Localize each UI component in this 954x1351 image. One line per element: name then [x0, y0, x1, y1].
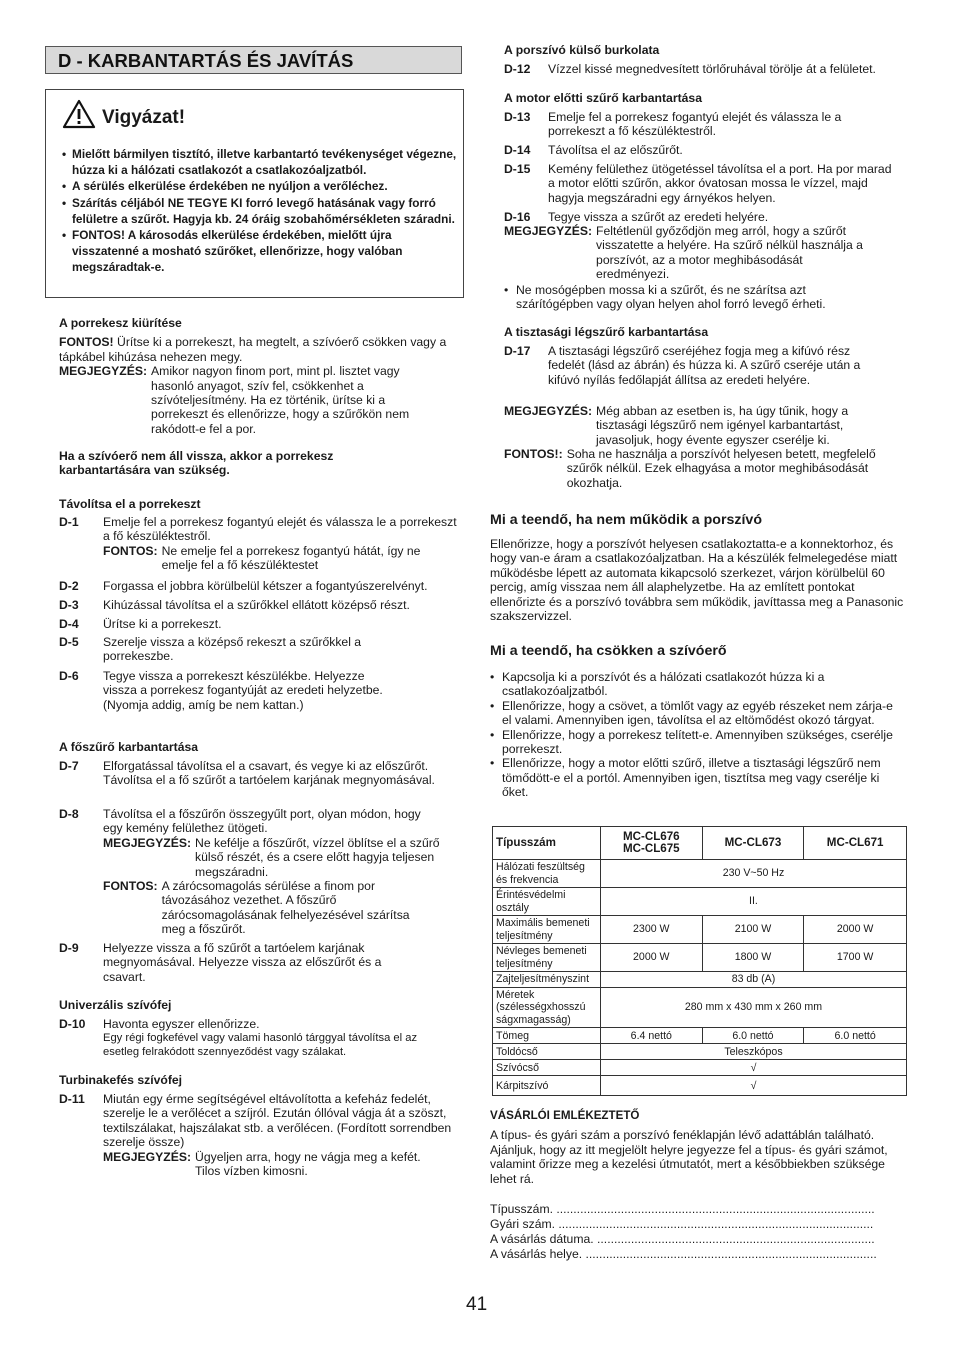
empty-note: [59, 364, 459, 436]
table-cell: 2100 W: [702, 916, 804, 944]
step-note-small: Egy régi fogkefével vagy valami hasonló tárggyal távolítsa el az esetleg felrakódott szennyeződést vagy szálakat.: [103, 1032, 418, 1059]
section-header: [45, 46, 462, 74]
weak-suction-list: [490, 670, 904, 800]
step-d7: [59, 759, 449, 788]
step-text: Emelje fel a porrekesz fogantyú elejét és válassza le a porrekeszt a fő készüléktestről.: [548, 110, 842, 139]
step-code: D-5: [59, 635, 79, 649]
heading-main-filter: A főszűrő karbantartása: [59, 740, 199, 754]
table-cell: √: [600, 1060, 906, 1076]
step-text: Szerelje vissza a középső rekeszt a szűrőkkel a porrekeszbe.: [103, 635, 362, 664]
fontos-text: Ne emelje fel a porrekesz fogantyú hátát, így ne emelje fel a fő készüléktestet: [161, 543, 421, 573]
warning-item: • Szárítás céljából NE TEGYE KI forró levegő hatásának vagy forró felületre a szűrőt. Hagyja kb. 24 óráig szobahőmérsékleten száradni.: [62, 195, 457, 227]
heading-turbo-brush: Turbinakefés szívófej: [59, 1073, 183, 1087]
fontos-text: Soha ne használja a porszívót helyesen betett, megfelelő szűrők nélkül. Ezek elhagyása a motor meghibásodását okozhatja.: [566, 447, 876, 490]
d8-note: [103, 836, 449, 879]
empty-fontos: [59, 335, 459, 364]
heading-weak-suction: Mi a teendő, ha csökken a szívóerő: [490, 643, 727, 659]
step-text: Helyezze vissza a fő szűrőt a tartóelem karjának megnyomásával. Helyezze vissza az előszűrőt és a csavart.: [103, 941, 382, 984]
reminder-fields: [490, 1202, 908, 1262]
note-label: MEGJEGYZÉS:: [103, 1149, 192, 1164]
d16-note: [504, 224, 894, 282]
table-cell: Hálózati feszültség és frekvencia: [493, 860, 601, 888]
step-d9: [59, 941, 399, 984]
d16-bullet: • Ne mosógépben mossa ki a szűrőt, és ne szárítsa azt szárítógépben vagy olyan helyen ahol forró levegő érheti.: [504, 283, 856, 312]
heading-remove-dustbox: Távolítsa el a porrekeszt: [59, 497, 201, 511]
right-column: [490, 0, 910, 800]
table-cell: Teleszkópos: [600, 1044, 906, 1060]
safety-note: [504, 404, 904, 447]
note-text: Feltétlenül győződjön meg arról, hogy a szűrőt visszatette a helyére. Ha szűrő nélkül használja a porszívót, az a motor meghibásodását eredményezi.: [596, 224, 863, 282]
step-text: Havonta egyszer ellenőrizze.: [103, 1017, 260, 1031]
safety-fontos: [504, 447, 904, 490]
step-code: D-1: [59, 515, 79, 529]
d11-note: [103, 1150, 454, 1179]
table-cell: Toldócső: [493, 1044, 601, 1060]
table-header-row: [493, 827, 907, 860]
table-cell: 6.0 nettó: [804, 1028, 907, 1044]
step-code: D-3: [59, 598, 79, 612]
step-code: D-10: [59, 1017, 86, 1031]
heading-empty-dustbox: A porrekesz kiürítése: [59, 316, 182, 330]
note-label: MEGJEGYZÉS:: [59, 364, 148, 379]
note-label: MEGJEGYZÉS:: [103, 835, 192, 850]
table-cell: 1700 W: [804, 944, 907, 972]
list-item: • Ellenőrizze, hogy a motor előtti szűrő, illetve a tisztasági légszűrő nem tömődött-e el a portól. Amennyiben igen, tisztítsa meg vagy cserélje ki őket.: [490, 756, 904, 799]
step-text: Ürítse ki a porrekeszt.: [103, 617, 222, 631]
spec-table: [492, 826, 907, 1096]
table-cell: 2000 W: [804, 916, 907, 944]
table-cell: 2300 W: [600, 916, 702, 944]
warning-list: [62, 146, 457, 276]
table-cell: Kárpitszívó: [493, 1076, 601, 1096]
table-cell: Maximális bemeneti teljesítmény: [493, 916, 601, 944]
table-cell: Méretek (szélességxhosszú ságxmagasság): [493, 988, 601, 1028]
step-text: Kemény felülethez ütögetéssel távolítsa el a port. Ha por marad a motor előtti szűrőn, akkor óvatosan mossa le vízzel, majd hagyja megszáradni egy árnyékos helyen.: [548, 162, 892, 205]
step-text: Kihúzással távolítsa el a szűrőkkel ellátott középső részt.: [103, 598, 410, 612]
warning-box: [45, 89, 464, 298]
table-cell: 83 db (A): [600, 972, 906, 988]
list-item: • Ellenőrizze, hogy a porrekesz telített-e. Amennyiben szükséges, cserélje porrekeszt.: [490, 728, 904, 757]
field-purchase-place: A vásárlás helye. ......................................................................................: [490, 1247, 877, 1262]
reminder-heading: VÁSÁRLÓI EMLÉKEZTETŐ: [490, 1109, 640, 1122]
note-text: Még abban az esetben is, ha úgy tűnik, hogy a tisztasági légszűrő nem igényel karbantartást, javasoljuk, hogy évente egyszer cserélje ki.: [596, 404, 849, 447]
heading-universal-nozzle: Univerzális szívófej: [59, 998, 172, 1012]
fontos-label: FONTOS!: [59, 335, 114, 350]
table-cell: 1800 W: [702, 944, 804, 972]
note-text: Amikor nagyon finom port, mint pl. lisztet vagy hasonló anyagot, szív fel, csökkenhet a szívóteljesítmény. Ha ez történik, ürítse ki a porrekeszt és ellenőrizze, hogy a szűrőkön nem rakódott-e fel a por.: [151, 364, 410, 436]
step-d14: [504, 143, 884, 157]
step-code: D-13: [504, 110, 531, 124]
step-code: D-15: [504, 162, 531, 176]
step-text: Forgassa el jobbra körülbelül kétszer a fogantyúszerelvényt.: [103, 579, 428, 593]
note-text: Ne kefélje a főszűrőt, vízzel öblítse el a szűrő külső részét, és a csere előtt hagyja teljesen megszáradni.: [195, 835, 440, 879]
step-d8: [59, 807, 449, 937]
table-header-cell: MC-CL673: [702, 827, 804, 860]
step-d5: [59, 635, 389, 664]
fontos-label: FONTOS!:: [504, 447, 563, 461]
table-cell: Tömeg: [493, 1028, 601, 1044]
step-d12: [504, 62, 909, 76]
step-d10: [59, 1017, 459, 1059]
list-item: • Kapcsolja ki a porszívót és a hálózati csatlakozót húzza ki a csatlakozóaljzatból.: [490, 670, 904, 699]
d8-fontos: [103, 879, 449, 937]
table-row: [493, 1044, 907, 1060]
note-text: Ügyeljen arra, hogy ne vágja meg a kefét. Tilos vízben kimosni.: [195, 1149, 421, 1179]
step-code: D-8: [59, 807, 79, 821]
reminder-text: A típus- és gyári szám a porszívó fenéklapján lévő adattáblán található. Ajánljuk, hogy az itt megjelölt helyre jegyezze fel a típus- és gyári számot, valamint őrizze meg a kezelési útmutatót, mert a későbbiekben szüksége lehet rá.: [490, 1128, 888, 1186]
heading-safety-filter: A tisztasági légszűrő karbantartása: [504, 325, 709, 339]
step-d4: [59, 617, 459, 631]
step-code: D-17: [504, 344, 531, 358]
table-row: [493, 888, 907, 916]
warning-item: • FONTOS! A károsodás elkerülése érdekében, mielőtt újra visszatenné a mosható szűrőket, ellenőrizze, hogy valóban megszáradtak-e.: [62, 227, 457, 276]
table-cell: 230 V~50 Hz: [600, 860, 906, 888]
table-row: [493, 1060, 907, 1076]
table-cell: Érintésvédelmi osztály: [493, 888, 601, 916]
table-row: [493, 972, 907, 988]
step-code: D-6: [59, 669, 79, 683]
field-purchase-date: A vásárlás dátuma. ..................................................................................: [490, 1232, 875, 1247]
table-cell: Szívócső: [493, 1060, 601, 1076]
note-label: MEGJEGYZÉS:: [504, 224, 593, 238]
step-text: Távolítsa el az előszűrőt.: [548, 143, 683, 157]
step-text: Távolítsa el a főszűrőn összegyűlt port, olyan módon, hogy egy kemény felülethez ütögeti.: [103, 807, 421, 836]
step-d11: [59, 1092, 454, 1178]
fontos-text: Ürítse ki a porrekeszt, ha megtelt, a szívóerő csökken vagy a tápkábel kihúzása nehezen megy.: [59, 335, 447, 364]
step-code: D-14: [504, 143, 531, 157]
step-text: Vízzel kissé megnedvesített törlőruhával törölje át a felületet.: [548, 62, 876, 76]
field-serial-number: Gyári szám. .............................................................................................: [490, 1217, 874, 1232]
table-cell: 6.4 nettó: [600, 1028, 702, 1044]
table-cell: √: [600, 1076, 906, 1096]
page-number: 41: [466, 1294, 488, 1315]
step-d3: [59, 598, 459, 612]
list-item: • Ellenőrizze, hogy a csövet, a tömlőt vagy az egyéb részeket nem zárja-e el valami. Amennyiben igen, távolítsa el az eltömődést okozó tárgyat.: [490, 699, 904, 728]
step-code: D-2: [59, 579, 79, 593]
table-header-cell: MC-CL671: [804, 827, 907, 860]
heading-not-working: Mi a teendő, ha nem működik a porszívó: [490, 512, 762, 528]
table-cell: Zajteljesítményszint: [493, 972, 601, 988]
fontos-label: FONTOS:: [103, 543, 158, 558]
warning-title: Vigyázat!: [102, 107, 186, 128]
fontos-text: A zárócsomagolás sérülése a finom por távozásához vezethet. A főszűrő zárócsomagolásának felhelyezésével szárítsa meg a főszűrőt.: [161, 879, 410, 937]
step-text: Tegye vissza a szűrőt az eredeti helyére.: [548, 210, 769, 224]
empty-dustbox-section: [59, 316, 459, 436]
table-header-cell: MC-CL676 MC-CL675: [600, 827, 702, 860]
step-code: D-9: [59, 941, 79, 955]
step-text: A tisztasági légszűrő cseréjéhez fogja meg a kifúvó rész fedelét (lásd az ábrán) és húzza ki. A szűrő cseréje után a kifúvó nyílás fedőlapját állítsa az eredeti helyére.: [548, 344, 861, 387]
note-label: MEGJEGYZÉS:: [504, 404, 593, 418]
table-cell: 2000 W: [600, 944, 702, 972]
step-code: D-16: [504, 210, 531, 224]
customer-reminder: [490, 1109, 908, 1262]
step-code: D-11: [59, 1092, 85, 1106]
step-d15: [504, 162, 894, 205]
warning-item: • Mielőtt bármilyen tisztító, illetve karbantartó tevékenységet végezne, húzza ki a hálózati csatlakozót a csatlakozóaljzatból.: [62, 146, 457, 178]
fontos-label: FONTOS:: [103, 879, 158, 894]
step-d6: [59, 669, 399, 712]
step-text: Emelje fel a porrekesz fogantyú elejét és válassza le a porrekeszt a fő készüléktestről.: [103, 515, 457, 544]
warning-item: • A sérülés elkerülése érdekében ne nyúljon a verőléchez.: [62, 178, 457, 194]
warning-icon: [62, 99, 96, 129]
table-cell: Névleges bemeneti teljesítmény: [493, 944, 601, 972]
step-code: D-12: [504, 62, 531, 76]
table-row: [493, 860, 907, 888]
step-d1: [59, 515, 459, 573]
step-d2: [59, 579, 459, 593]
step-text: Tegye vissza a porrekeszt készülékbe. Helyezze vissza a porrekesz fogantyúját az eredeti helyzetbe. (Nyomja addig, amíg be nem kattan.): [103, 669, 383, 712]
heading-housing: A porszívó külső burkolata: [504, 43, 660, 57]
heading-premotor-filter: A motor előtti szűrő karbantartása: [504, 91, 702, 105]
step-code: D-7: [59, 759, 79, 773]
table-header-cell: Típusszám: [493, 827, 601, 860]
table-cell: 6.0 nettó: [702, 1028, 804, 1044]
table-row: [493, 988, 907, 1028]
step-d13: [504, 110, 884, 139]
field-model-number: Típusszám. ..............................................................................................: [490, 1202, 875, 1217]
table-row: [493, 1028, 907, 1044]
d1-fontos: [103, 544, 459, 573]
table-row: [493, 916, 907, 944]
step-text: Elforgatással távolítsa el a csavart, és vegye ki az előszűrőt. Távolítsa el a fő szűrőt a tartóelem karjának megnyomásával.: [103, 759, 435, 788]
step-text: Miután egy érme segítségével eltávolította a kefeház fedelét, szerelje le a verőlécet a szíjról. Ezután óllóval vágja át a szöszt, textilszálakat, hajszálakat stb. a verőlécen. (Fordított sorrendben szerelje össze): [103, 1092, 452, 1150]
suction-note: Ha a szívóerő nem áll vissza, akkor a porrekesz karbantartására van szükség.: [59, 449, 334, 478]
section-title: D - KARBANTARTÁS ÉS JAVÍTÁS: [58, 50, 354, 71]
table-row: [493, 1076, 907, 1096]
not-working-text: Ellenőrizze, hogy a porszívót helyesen csatlakoztatta-e a konnektorhoz, és hogy van-e áram a csatlakozóaljzatban. Ha a készülék felmelegedése miatt működésbe lépett az automata kikapcsoló szerkezet, várjon körülbelül 60 percig, amíg visszaa nem áll alaphelyzetbe. Ha az említett pontokat ellenőrizte és a porszívó továbbra sem működik, javíttassa meg a Panasonic szakszervizzel.: [490, 537, 904, 624]
table-cell: 280 mm x 430 mm x 260 mm: [600, 988, 906, 1028]
table-row: [493, 944, 907, 972]
step-d17: [504, 344, 889, 387]
step-d16: [504, 210, 894, 224]
table-cell: II.: [600, 888, 906, 916]
step-code: D-4: [59, 617, 79, 631]
